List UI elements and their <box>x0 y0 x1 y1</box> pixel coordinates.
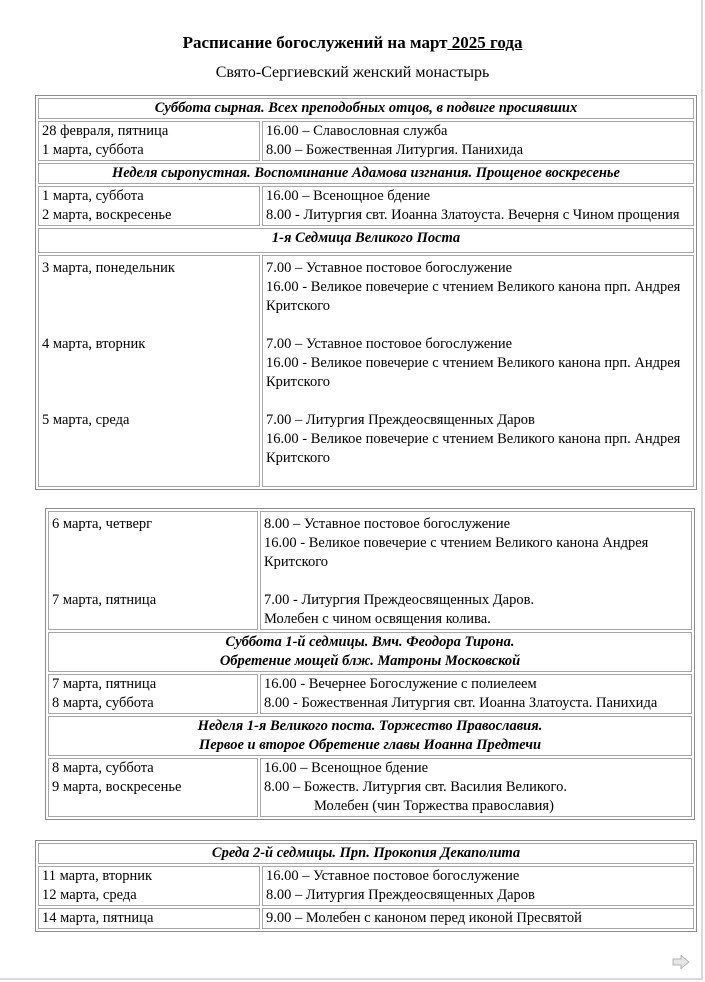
date-cell: 8 марта, суббота 9 марта, воскресенье <box>48 758 258 817</box>
table-row <box>48 758 692 817</box>
service-cell: 16.00 – Всенощное бдение 8.00 - Литургия свт. Иоанна Златоуста. Вечерня с Чином прощения <box>262 186 694 226</box>
table-row <box>38 121 694 161</box>
section-header: Неделя сыропустная. Воспоминание Адамова изгнания. Прощеное воскресенье <box>38 163 694 184</box>
table-row <box>48 511 692 630</box>
section-header: Среда 2-й седмицы. Прп. Прокопия Декаполита <box>38 843 694 864</box>
date-cell: 14 марта, пятница <box>38 908 260 929</box>
date-cell: 3 марта, понедельник 4 марта, вторник 5 марта, среда <box>38 255 260 487</box>
service-cell: 16.00 – Уставное постовое богослужение 8.00 – Литургия Преждеосвященных Даров <box>262 866 694 906</box>
service-cell: 8.00 – Уставное постовое богослужение 16.00 - Великое повечерие с чтением Великого канона Андрея Критского 7.00 - Литургия Преждеосвященных Даров. Молебен с чином освящения колива. <box>260 511 692 630</box>
schedule-table-2 <box>45 508 695 820</box>
title-year: 2025 года <box>447 33 523 52</box>
section-header: Неделя 1-я Великого поста. Торжество Православия. Первое и второе Обретение главы Иоанна Предтечи <box>48 716 692 756</box>
service-cell: 7.00 – Уставное постовое богослужение 16.00 - Великое повечерие с чтением Великого канона прп. Андрея Критского 7.00 – Уставное постовое богослужение 16.00 - Великое повечерие с чтением Великого канона прп. Андрея Критского 7.00 – Литургия Преждеосвященных Даров 16.00 - Великое повечерие с чтением Великого канона прп. Андрея Критского <box>262 255 694 487</box>
date-cell: 1 марта, суббота 2 марта, воскресенье <box>38 186 260 226</box>
table-row <box>38 186 694 226</box>
section-header: Суббота сырная. Всех преподобных отцов, в подвиге просиявших <box>38 98 694 119</box>
service-cell: 16.00 – Всенощное бдение 8.00 – Божеств. Литургия свт. Василия Великого. Молебен (чин Торжества православия) <box>260 758 692 817</box>
table-row <box>38 908 694 929</box>
section-header: Суббота 1-й седмицы. Вмч. Феодора Тирона. Обретение мощей блж. Матроны Московской <box>48 632 692 672</box>
service-cell: 16.00 - Вечернее Богослужение с полиелеем 8.00 - Божественная Литургия свт. Иоанна Златоуста. Панихида <box>260 674 692 714</box>
table-row <box>38 866 694 906</box>
schedule-table-1 <box>35 95 697 490</box>
date-cell: 28 февраля, пятница 1 марта, суббота <box>38 121 260 161</box>
table-row <box>48 674 692 714</box>
monastery-name: Свято-Сергиевский женский монастырь <box>215 64 490 81</box>
date-cell: 11 марта, вторник 12 марта, среда <box>38 866 260 906</box>
service-cell: 9.00 – Молебен с каноном перед иконой Пресвятой <box>262 908 694 929</box>
date-cell: 6 марта, четверг 7 марта, пятница <box>48 511 258 630</box>
title-main: Расписание богослужений на март <box>182 33 448 52</box>
section-header: 1-я Седмица Великого Поста <box>38 228 694 253</box>
schedule-table-3 <box>35 840 697 932</box>
date-cell: 7 марта, пятница 8 марта, суббота <box>48 674 258 714</box>
arrow-right-icon[interactable] <box>672 955 690 969</box>
table-row <box>38 255 694 487</box>
page-title <box>0 33 705 53</box>
service-cell: 16.00 – Славословная служба 8.00 – Божественная Литургия. Панихида <box>262 121 694 161</box>
